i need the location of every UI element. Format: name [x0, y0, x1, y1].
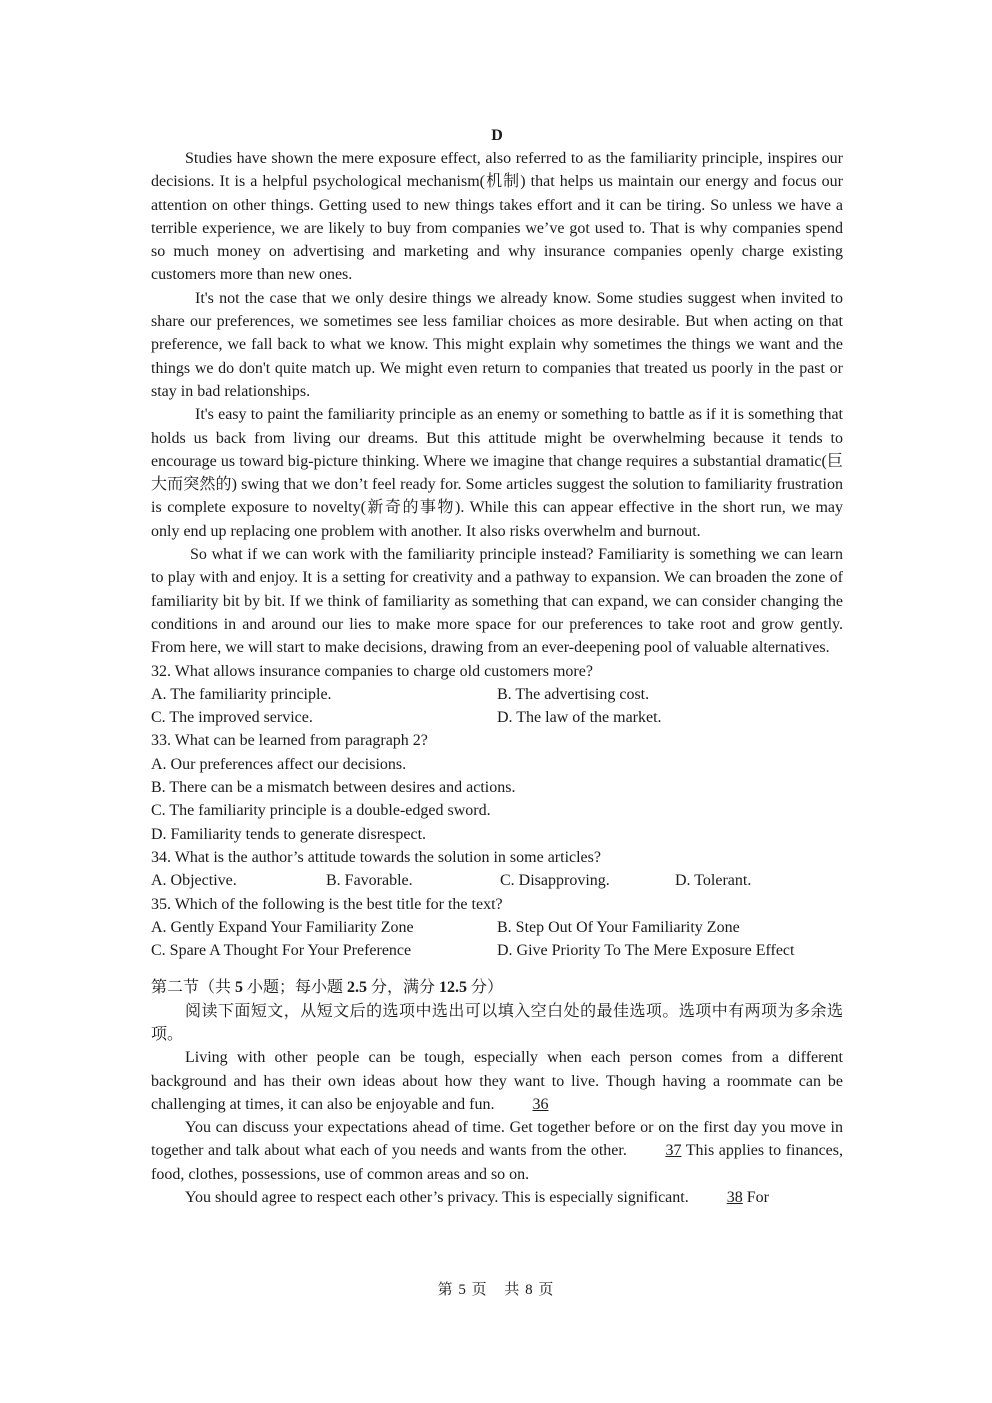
option-c: C. Spare A Thought For Your Preference	[151, 942, 412, 960]
passage-paragraph-3: It's easy to paint the familiarity principle as an enemy or something to battle as if it is something that holds us back from living our dreams. But this attitude might be overwhelming because it tends to encourage us toward big-picture thinking. Where we imagine that change requires a substantial dramatic(巨大而突然的) swing that we don’t feel ready for. Some articles suggest the solution to familiarity frustration is complete exposure to novelty(新奇的事物). While this can appear effective in the short run, we may only end up replacing one problem with another. It also risks overwhelm and burnout.	[151, 406, 843, 540]
heading-count: 5	[235, 979, 244, 997]
option-b: B. Step Out Of Your Familiarity Zone	[497, 918, 740, 936]
option-a: A. The familiarity principle.	[151, 685, 332, 703]
option-row	[151, 916, 843, 939]
option-d: D. The law of the market.	[497, 709, 662, 727]
option-a: A. Our preferences affect our decisions.	[151, 755, 407, 773]
option-d: D. Tolerant.	[675, 872, 752, 890]
option-b: B. The advertising cost.	[497, 685, 650, 703]
question-stem: 32. What allows insurance companies to charge old customers more?	[151, 662, 593, 680]
heading-score: 2.5	[347, 979, 368, 997]
option-c: C. Disapproving.	[500, 872, 610, 890]
option-d: D. Give Priority To The Mere Exposure Effect	[497, 942, 795, 960]
option-a: A. Objective.	[151, 872, 237, 890]
question-34	[151, 846, 843, 893]
passage-paragraph-1: Studies have shown the mere exposure effect, also referred to as the familiarity principle, inspires our decisions. It is a helpful psychological mechanism(机制) that helps us maintain our energy and focus our attention on other things. Getting used to new things takes effort and it can be tiring. So unless we have a terrible experience, we are likely to buy from companies we’ve got used to. That is why companies spend so much money on advertising and marketing and why insurance companies openly charge existing customers more than new ones.	[151, 150, 843, 284]
passage-paragraph-4: So what if we can work with the familiarity principle instead? Familiarity is something we can learn to play with and enjoy. It is a setting for creativity and a pathway to expansion. We can broaden the zone of familiarity bit by bit. If we think of familiarity as something that can expand, we can consider changing the conditions in and around our lies to make more space for our preferences to take root and grow gently. From here, we will start to make decisions, drawing from an ever-deepening pool of valuable alternatives.	[151, 546, 843, 657]
cloze-text: You should agree to respect each other’s privacy. This is especially significant.	[185, 1189, 693, 1207]
section-2-instruction: 阅读下面短文，从短文后的选项中选出可以填入空白处的最佳选项。选项中有两项为多余选项。	[151, 1002, 843, 1043]
cloze-text: For	[742, 1189, 769, 1207]
option-c: C. The improved service.	[151, 709, 313, 727]
cloze-text: You can discuss your expectations ahead of time. Get together before or on the first day you move in together and talk about what each of you needs and wants from the other.	[151, 1119, 843, 1160]
option-d: D. Familiarity tends to generate disrespect.	[151, 825, 427, 843]
option-b: B. There can be a mismatch between desires and actions.	[151, 779, 516, 797]
cloze-paragraph-1	[151, 1046, 843, 1116]
cloze-text: Living with other people can be tough, especially when each person comes from a different background and has their own ideas about how they want to live. Though having a roommate can be challenging at times, it can also be enjoyable and fun.	[151, 1049, 843, 1113]
option-row	[151, 869, 843, 892]
page-number: 第 5 页	[437, 1282, 488, 1298]
exam-page	[151, 124, 843, 1209]
question-35	[151, 893, 843, 963]
blank-37: 37	[665, 1142, 682, 1160]
cloze-paragraph-2	[151, 1116, 843, 1186]
question-33	[151, 729, 843, 845]
page-footer	[0, 1279, 992, 1302]
option-b: B. Favorable.	[326, 872, 413, 890]
option-row	[151, 939, 843, 962]
heading-text: 第二节（共	[151, 979, 236, 997]
page-total: 共 8 页	[504, 1282, 555, 1298]
heading-text: 分，满分	[367, 979, 440, 997]
heading-text: 分）	[467, 979, 504, 997]
blank-38: 38	[726, 1189, 743, 1207]
section-2-heading	[151, 976, 843, 999]
section-letter: D	[491, 127, 503, 144]
question-32	[151, 660, 843, 730]
question-stem: 35. Which of the following is the best title for the text?	[151, 895, 503, 913]
blank-36: 36	[532, 1095, 549, 1113]
cloze-text: This applies to finances, food, clothes, possessions, use of common areas and so on.	[151, 1142, 844, 1183]
heading-total: 12.5	[439, 979, 468, 997]
option-row	[151, 683, 843, 706]
question-stem: 34. What is the author’s attitude towards the solution in some articles?	[151, 848, 601, 866]
option-a: A. Gently Expand Your Familiarity Zone	[151, 918, 414, 936]
cloze-paragraph-3	[151, 1186, 843, 1209]
passage-paragraph-2: It's not the case that we only desire things we already know. Some studies suggest when invited to share our preferences, we sometimes see less familiar choices as more desirable. But when acting on that preference, we fall back to what we know. This might explain why sometimes the things we want and the things we do don't quite match up. We might even return to companies that treated us poorly in the past or stay in bad relationships.	[151, 289, 843, 400]
option-c: C. The familiarity principle is a double-edged sword.	[151, 802, 491, 820]
heading-text: 小题；每小题	[243, 979, 348, 997]
question-stem: 33. What can be learned from paragraph 2?	[151, 732, 428, 750]
option-row	[151, 706, 843, 729]
